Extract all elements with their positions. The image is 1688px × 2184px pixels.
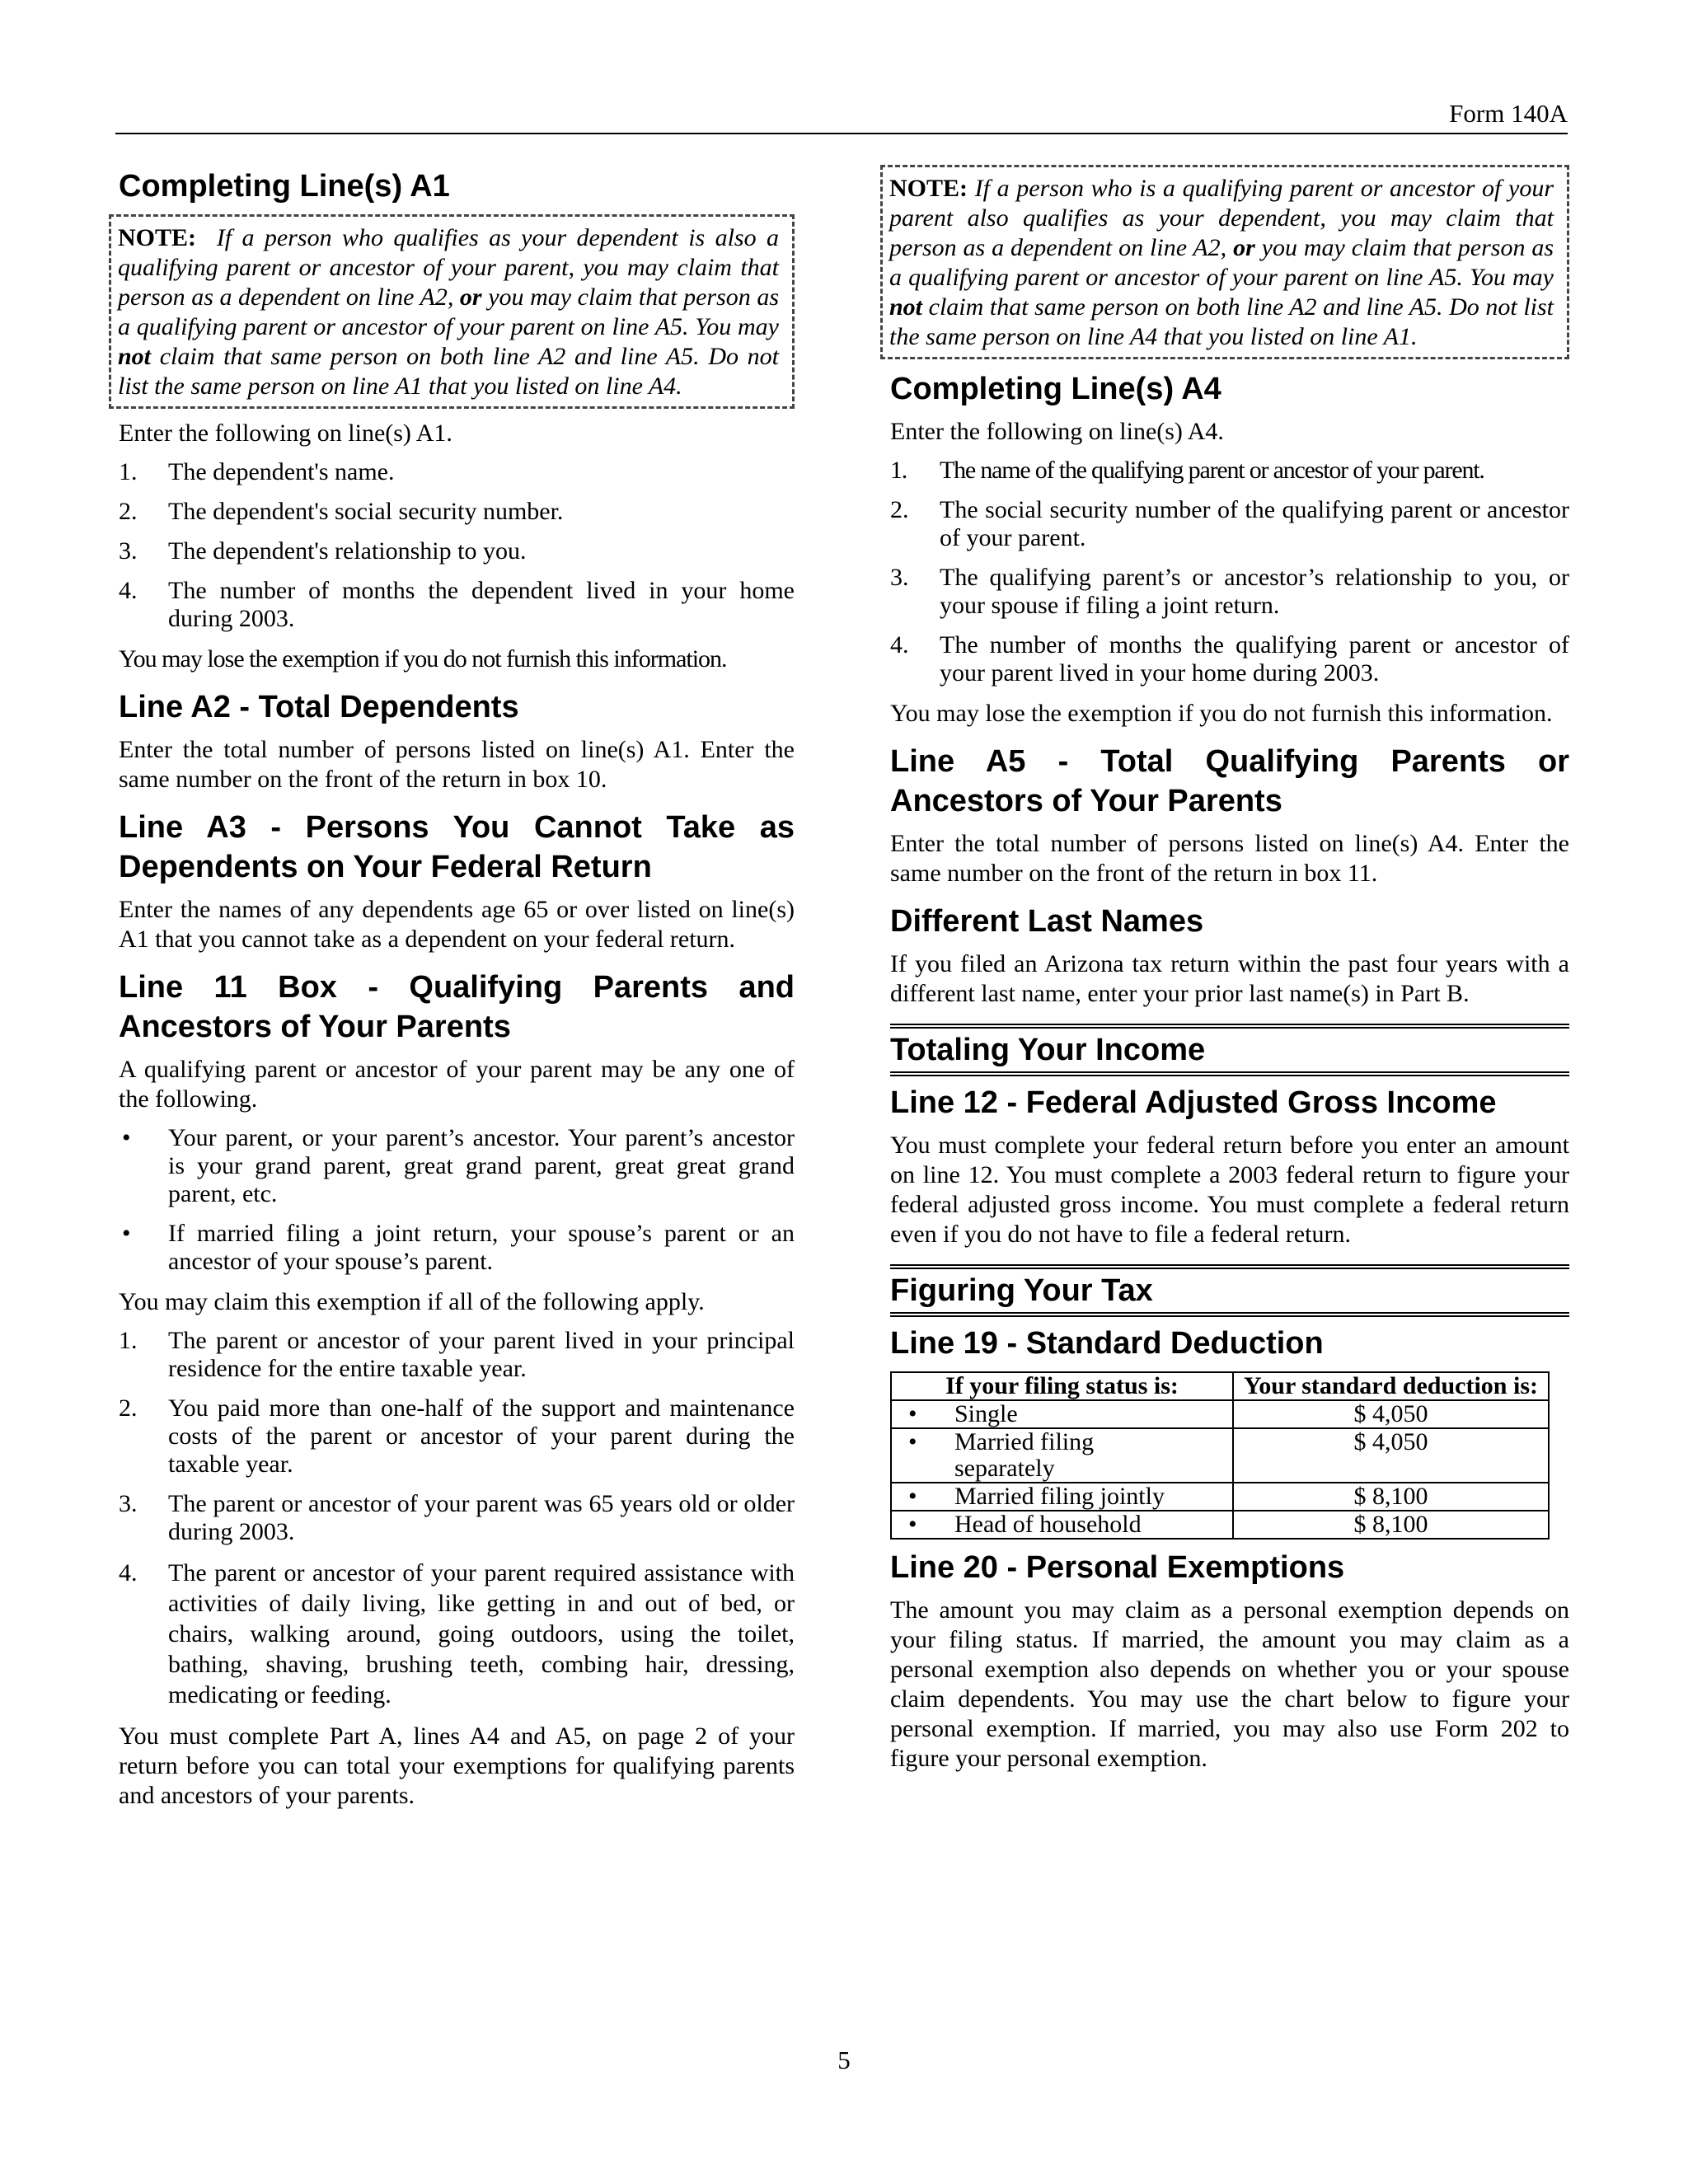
item-text: The social security number of the qualifying parent or ancestor of your parent. [940,496,1569,551]
right-column [890,165,1569,1783]
bullet-icon: • [122,1124,131,1151]
list-item [119,1394,795,1479]
a1-list [119,458,795,633]
status-cell [891,1483,1233,1511]
note-label: NOTE: [889,175,968,202]
left-column [119,148,795,1821]
note-segment: If a person who is a qualifying parent or ancestor of your parent also qualifies as your dependent, you may claim that person as a dependent on line A2, [889,175,1554,261]
standard-deduction-table [890,1371,1550,1540]
column-header-status: If your filing status is: [891,1372,1233,1400]
bullet-text: If married filing a joint return, your spouse’s parent or an ancestor of your spouse’s parent. [168,1220,795,1275]
item-text: The name of the qualifying parent or ancestor of your parent. [940,457,1484,484]
note-emphasis-not: not [889,293,923,321]
item-text: The dependent's social security number. [168,498,564,525]
status-cell [891,1428,1233,1483]
bullet-item [119,1124,795,1208]
status-label: Head of household [954,1511,1142,1538]
table-header-row [891,1372,1549,1400]
item-number: 2. [119,498,138,525]
item-text: The dependent's name. [168,458,395,485]
table-row [891,1400,1549,1428]
l20-text: The amount you may claim as a personal exemption depends on your filing status. If married, the amount you may claim as a personal exemption also depends on whether you or your spouse claim dependents. You may use the chart below to figure your personal exemption. If married, you may also use Form 202 to figure your personal exemption. [890,1596,1569,1772]
box11-conditions [119,1327,795,1710]
bullet-icon: • [122,1220,131,1247]
amount-cell: $ 8,100 [1233,1483,1549,1511]
list-item [119,577,795,633]
heading-line-11-box: Line 11 Box - Qualifying Parents and Ancestors of Your Parents [119,970,795,1044]
heading-line-12: Line 12 - Federal Adjusted Gross Income [890,1085,1497,1120]
column-header-amount: Your standard deduction is: [1233,1372,1549,1400]
box11-claim-intro: You may claim this exemption if all of the following apply. [119,1288,705,1315]
section-banner-tax: Figuring Your Tax [890,1264,1569,1317]
a1-intro: Enter the following on line(s) A1. [119,419,452,447]
bullet-icon: • [908,1511,917,1538]
item-number: 4. [890,631,909,658]
status-label: Married filing separately [954,1428,1095,1482]
amount-cell: $ 4,050 [1233,1400,1549,1428]
item-text: The parent or ancestor of your parent required assistance with activities of daily living, like getting in and out of bed, or chairs, walking around, going outdoors, using the toilet, bathing, shaving, brushing teeth, combing hair, dressing, medicating or feeding. [168,1559,795,1708]
bullet-item [119,1220,795,1276]
note-segment: claim that same person on both line A2 and line A5. Do not list the same person on line A1 that you listed on line A4. [118,343,780,400]
a1-warning: You may lose the exemption if you do not furnish this information. [119,645,727,673]
note-text [118,224,779,400]
item-number: 1. [119,458,138,485]
status-cell [891,1400,1233,1428]
a3-text: Enter the names of any dependents age 65 or over listed on line(s) A1 that you cannot take as a dependent on your federal return. [119,896,795,953]
item-text: The number of months the dependent lived in your home during 2003. [168,577,795,632]
note-segment: If a person who qualifies as your dependent is also a qualifying parent or ancestor of your parent, you may claim that person as a dependent on line A2, [118,224,779,311]
note-segment: you may claim that person as a qualifying parent or ancestor of your parent on line A5. You may [889,234,1554,291]
item-text: You paid more than one-half of the support and maintenance costs of the parent or ancestor of your parent during the taxable year. [168,1394,795,1478]
heading-line-a2: Line A2 - Total Dependents [119,690,519,724]
a5-text: Enter the total number of persons listed on line(s) A4. Enter the same number on the front of the return in box 11. [890,830,1569,887]
l12-text: You must complete your federal return before you enter an amount on line 12. You must complete a 2003 federal return to figure your federal adjusted gross income. You must complete a federal return even if you do not have to file a federal return. [890,1132,1569,1248]
note-segment: you may claim that person as a qualifying parent or ancestor of your parent on line A5. You may [118,284,780,340]
item-number: 3. [119,1490,138,1517]
status-label: Married filing jointly [954,1483,1165,1510]
heading-completing-a4: Completing Line(s) A4 [890,372,1221,406]
note-emphasis-or: or [459,284,482,311]
item-number: 3. [890,564,909,591]
list-item [119,1558,795,1710]
item-text: The number of months the qualifying parent or ancestor of your parent lived in your home during 2003. [940,631,1569,687]
list-item [119,498,795,526]
names-text: If you filed an Arizona tax return within the past four years with a different last name, enter your prior last name(s) in Part B. [890,950,1569,1007]
box11-intro: A qualifying parent or ancestor of your parent may be any one of the following. [119,1056,795,1113]
a2-text: Enter the total number of persons listed on line(s) A1. Enter the same number on the front of the return in box 10. [119,736,795,793]
table-row [891,1483,1549,1511]
item-text: The parent or ancestor of your parent lived in your principal residence for the entire taxable year. [168,1327,795,1382]
a4-intro: Enter the following on line(s) A4. [890,418,1224,445]
note-segment: claim that same person on both line A2 and line A5. Do not list the same person on line A4 that you listed on line A1. [889,293,1554,350]
bullet-icon: • [908,1428,917,1455]
heading-different-last-names: Different Last Names [890,904,1204,939]
item-number: 4. [119,1559,138,1586]
note-text [889,175,1554,350]
item-text: The dependent's relationship to you. [168,537,527,565]
amount-cell: $ 4,050 [1233,1428,1549,1483]
list-item [119,1490,795,1546]
list-item [890,631,1569,687]
heading-line-20: Line 20 - Personal Exemptions [890,1550,1345,1585]
item-number: 3. [119,537,138,565]
list-item [890,457,1569,485]
heading-line-a3: Line A3 - Persons You Cannot Take as Dependents on Your Federal Return [119,810,795,884]
table-row [891,1511,1549,1539]
bullet-icon: • [908,1400,917,1427]
item-number: 4. [119,577,138,604]
running-head: Form 140A [1449,99,1568,128]
list-item [119,537,795,565]
heading-line-a5: Line A5 - Total Qualifying Parents or Ancestors of Your Parents [890,744,1569,818]
header-rule [115,133,1568,134]
note-emphasis-not: not [118,343,152,370]
bullet-text: Your parent, or your parent’s ancestor. Your parent’s ancestor is your grand parent, great grand parent, great great grand parent, etc. [168,1124,795,1207]
item-number: 1. [119,1327,138,1354]
page-number: 5 [837,2046,851,2074]
section-banner-income: Totaling Your Income [890,1024,1569,1076]
bullet-icon: • [908,1483,917,1510]
note-label: NOTE: [118,224,197,251]
box11-closing: You must complete Part A, lines A4 and A5, on page 2 of your return before you can total your exemptions for qualifying parents and ancestors of your parents. [119,1722,795,1809]
heading-line-19: Line 19 - Standard Deduction [890,1326,1324,1361]
a4-list [890,457,1569,687]
status-label: Single [954,1400,1018,1427]
table-row [891,1428,1549,1483]
heading-completing-a1: Completing Line(s) A1 [119,169,450,204]
note-emphasis-or: or [1233,234,1255,261]
item-number: 1. [890,457,907,484]
item-text: The parent or ancestor of your parent was 65 years old or older during 2003. [168,1490,795,1545]
item-text: The qualifying parent’s or ancestor’s relationship to you, or your spouse if filing a joint return. [940,564,1569,619]
list-item [890,496,1569,552]
a4-warning: You may lose the exemption if you do not furnish this information. [890,700,1553,727]
list-item [119,458,795,486]
item-number: 2. [890,496,909,523]
note-box-a1 [109,214,795,409]
status-cell [891,1511,1233,1539]
item-number: 2. [119,1394,138,1422]
amount-cell: $ 8,100 [1233,1511,1549,1539]
note-box-a4 [880,165,1569,359]
box11-bullets [119,1124,795,1276]
list-item [119,1327,795,1383]
list-item [890,564,1569,620]
